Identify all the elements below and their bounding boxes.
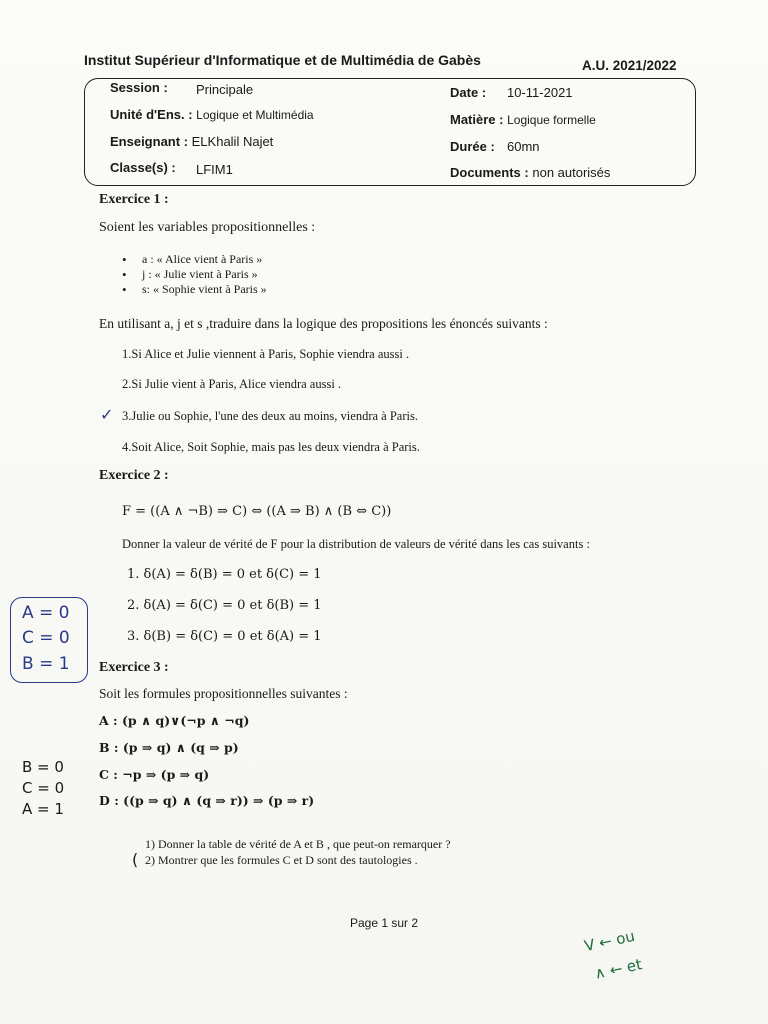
date-label: Date : [450,85,487,100]
duree-value: 60mn [507,139,540,154]
ex3-intro: Soit les formules propositionnelles suivantes : [99,686,348,701]
enseignant-row [110,134,273,149]
matiere-value: Logique formelle [507,113,596,127]
academic-year: A.U. 2021/2022 [582,58,677,73]
ex1-variable-a: • a : « Alice vient à Paris » [116,252,267,267]
ex2-instruction: Donner la valeur de vérité de F pour la distribution de valeurs de vérité dans les cas suivants : [122,537,590,551]
ex3-formula-d: D : ((p ⇒ q) ∧ (q ⇒ r)) ⇒ (p ⇒ r) [99,793,315,808]
documents-label: Documents : [450,165,529,180]
institute-name: Institut Supérieur d'Informatique et de Multimédia de Gabès [84,52,481,68]
ex3-question-2: 2) Montrer que les formules C et D sont des tautologies . [145,853,418,867]
ex2-case-1: 1. δ(A) = δ(B) = 0 et δ(C) = 1 [127,567,322,582]
handwritten-box-line-1: A = 0 [22,603,70,623]
ex3-title: Exercice 3 : [99,660,169,675]
session-label: Session : [110,80,168,95]
ex1-item-4: 4.Soit Alice, Soit Sophie, mais pas les deux viendra à Paris. [122,440,420,454]
classe-label: Classe(s) : [110,160,176,175]
handwritten-box-line-3: B = 1 [22,654,70,674]
documents-value: non autorisés [532,165,611,180]
ex1-item-3: 3.Julie ou Sophie, l'une des deux au moins, viendra à Paris. [122,409,418,423]
ex1-variable-j: • j : « Julie vient à Paris » [116,267,267,282]
date-value: 10-11-2021 [507,85,573,100]
handwritten-check-mark: ✓ [100,405,114,424]
ex2-formula: F = ((A ∧ ¬B) ⇒ C) ⇔ ((A ⇒ B) ∧ (B ⇔ C)) [122,504,392,519]
ex1-title: Exercice 1 : [99,192,169,207]
ex3-question-1: 1) Donner la table de vérité de A et B , que peut-on remarquer ? [145,837,451,851]
unite-value: Logique et Multimédia [196,108,314,122]
session-row [110,80,168,95]
matiere-row [450,112,596,127]
handwritten-left-line-2: C = 0 [22,779,65,797]
ex1-variable-list [116,252,267,297]
ex2-title: Exercice 2 : [99,468,169,483]
handwritten-corner-note-2: ∧ ← et [592,955,644,983]
ex3-formula-b: B : (p ⇒ q) ∧ (q ⇒ p) [99,740,239,755]
ex2-case-3: 3. δ(B) = δ(C) = 0 et δ(A) = 1 [127,629,322,644]
enseignant-value: ELKhalil Najet [191,134,274,149]
handwritten-bracket: ( [132,850,139,869]
handwritten-corner-note-1: V ← ou [582,926,637,956]
handwritten-left-line-3: A = 1 [22,800,64,818]
duree-label: Durée : [450,139,495,154]
ex1-instruction: En utilisant a, j et s ,traduire dans la logique des propositions les énoncés suivants : [99,316,548,331]
ex2-case-2: 2. δ(A) = δ(C) = 0 et δ(B) = 1 [127,598,322,613]
unite-row [110,107,314,122]
ex1-item-2: 2.Si Julie vient à Paris, Alice viendra aussi . [122,377,342,391]
session-value: Principale [196,82,254,97]
handwritten-box-line-2: C = 0 [22,628,70,648]
ex3-formula-c: C : ¬p ⇒ (p ⇒ q) [99,767,210,782]
ex1-item-1: 1.Si Alice et Julie viennent à Paris, Sophie viendra aussi . [122,347,410,361]
classe-value: LFIM1 [196,162,233,177]
ex3-formula-a: A : (p ∧ q)∨(¬p ∧ ¬q) [99,713,250,728]
handwritten-left-line-1: B = 0 [22,758,64,776]
page-number: Page 1 sur 2 [350,916,419,930]
matiere-label: Matière : [450,112,504,127]
ex1-variable-s: • s: « Sophie vient à Paris » [116,282,267,297]
ex1-intro: Soient les variables propositionnelles : [99,220,316,235]
unite-label: Unité d'Ens. : [110,107,193,122]
enseignant-label: Enseignant : [110,134,189,149]
documents-row [450,165,610,180]
